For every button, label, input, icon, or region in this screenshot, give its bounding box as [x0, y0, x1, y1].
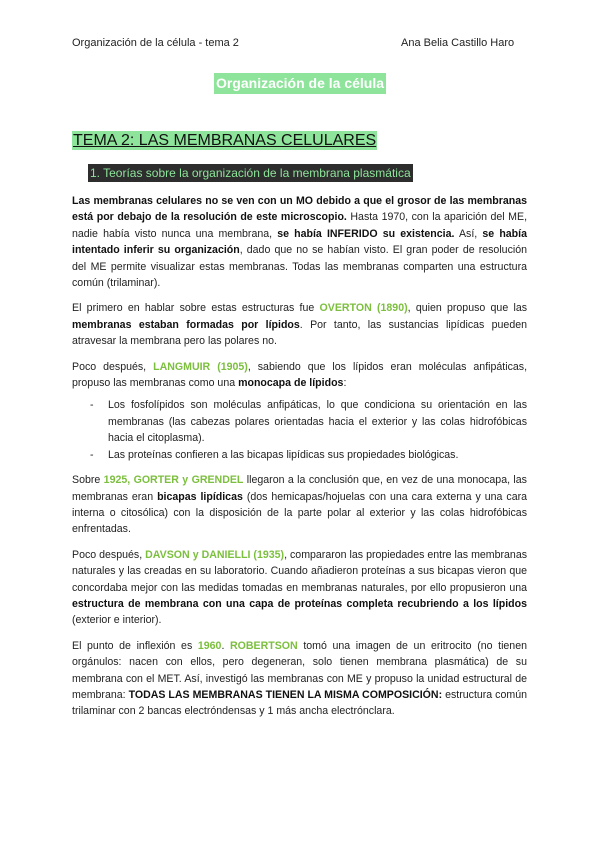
paragraph-robertson [72, 638, 527, 720]
text-bold: Las membranas celulares no se ven con un MO debido a que el grosor de las membranas está por debajo de la resolución de este microscopio. [72, 195, 527, 224]
tema-block [72, 131, 377, 150]
highlight-author: 1925, GORTER y GRENDEL [103, 474, 244, 487]
text-bold: se había intentado inferir su organización [72, 227, 527, 257]
text-run: , compararon las propiedades entre las membranas naturales y las creadas en su laboratorio. Cuando añadieron proteínas a sus bicapas vieron que concordaba mejor con las medidas tomadas en membranas naturales, por ello propusieron una [72, 548, 528, 594]
text-run: (dos hemicapas/hojuelas con una cara externa y una cara interna o citosólica) con la disposición de la parte polar al exterior y las colas hidrofóbicas enfrentadas. [72, 490, 528, 536]
dash-marker: - [90, 399, 94, 412]
list-item [72, 447, 527, 463]
text-run: Hasta 1970, con la aparición del ME, nadie había visto nunca una membrana, [72, 211, 528, 240]
text-run: Poco después, [72, 360, 154, 373]
highlight-author: DAVSON y DANIELLI (1935) [145, 548, 285, 561]
paragraph-gorter-grendel [72, 472, 527, 538]
dash-marker: - [90, 448, 94, 461]
text-run: El primero en hablar sobre estas estructuras fue [72, 302, 320, 315]
highlight-author: OVERTON (1890) [319, 302, 408, 315]
paragraph-overton [72, 300, 527, 349]
list-item-text: Las proteínas confieren a las bicapas lipídicas sus propiedades biológicas. [108, 448, 459, 461]
highlight-author: ROBERTSON [230, 639, 298, 652]
highlight-author: LANGMUIR (1905) [153, 360, 248, 373]
text-run: , sabiendo que los lípidos eran moléculas anfipáticas, propuso las membranas como una [72, 360, 528, 390]
text-run: Así, [454, 227, 483, 240]
text-bold: TODAS LAS MEMBRANAS TIENEN LA MISMA COMPOSICIÓN: [128, 688, 443, 701]
text-run: . Por tanto, las sustancias lipídicas pueden atravesar la membrana pero las polares no. [72, 318, 528, 348]
text-run: . [221, 639, 231, 652]
title-block [0, 73, 600, 94]
text-run: , quien propuso que las [407, 302, 528, 315]
body-text [72, 193, 527, 729]
text-run: Poco después, [72, 548, 146, 561]
text-bold: se había INFERIDO su existencia. [277, 227, 455, 240]
list-item [72, 397, 527, 446]
text-run: llegaron a la conclusión que, en vez de una monocapa, las membranas eran [72, 474, 527, 503]
paragraph-langmuir [72, 359, 527, 392]
header-doc-title: Organización de la célula - tema 2 [72, 37, 239, 49]
paragraph-davson-danielli [72, 547, 527, 629]
text-run: Sobre [72, 474, 104, 487]
paragraph-intro [72, 193, 527, 291]
text-run: tomó una imagen de un eritrocito (no tienen orgánulos: nacen con ellos, pero degeneran, solo tienen membrana plasmática) de su membrana con el MET. Así, investigó las membranas con ME y propuso la unidad estructural de membrana: [72, 639, 527, 701]
text-run: El punto de inflexión es [72, 639, 198, 652]
text-bold: estructura de membrana con una capa de proteínas completa recubriendo a los lípidos [72, 597, 527, 610]
page-title: Organización de la célula [214, 73, 386, 94]
header-author: Ana Belia Castillo Haro [401, 37, 515, 49]
text-bold: bicapas lipídicas [157, 490, 243, 503]
text-run: , dado que no se habían visto. El gran poder de resolución del ME permite visualizar estas membranas. Todas las membranas comparten una estructura común (trilaminar). [72, 244, 527, 290]
text-bold: membranas estaban formadas por lípidos [72, 318, 300, 331]
dash-list [72, 397, 527, 463]
text-run: estructura común trilaminar con 2 bancas electróndensas y 1 más ancha electrónclara. [72, 688, 527, 718]
section-block [88, 164, 413, 182]
text-run: : [343, 377, 347, 390]
tema-heading: TEMA 2: LAS MEMBRANAS CELULARES [73, 132, 377, 149]
text-run: (exterior e interior). [72, 614, 162, 627]
text-bold: monocapa de lípidos [238, 377, 344, 390]
section-heading: 1. Teorías sobre la organización de la membrana plasmática [90, 166, 411, 180]
highlight-year: 1960 [197, 639, 222, 652]
list-item-text: Los fosfolípidos son moléculas anfipáticas, lo que condiciona su orientación en las membranas (las cabezas polares orientadas hacia el exterior y las colas hidrofóbicas hacia el citoplasma). [108, 399, 527, 445]
